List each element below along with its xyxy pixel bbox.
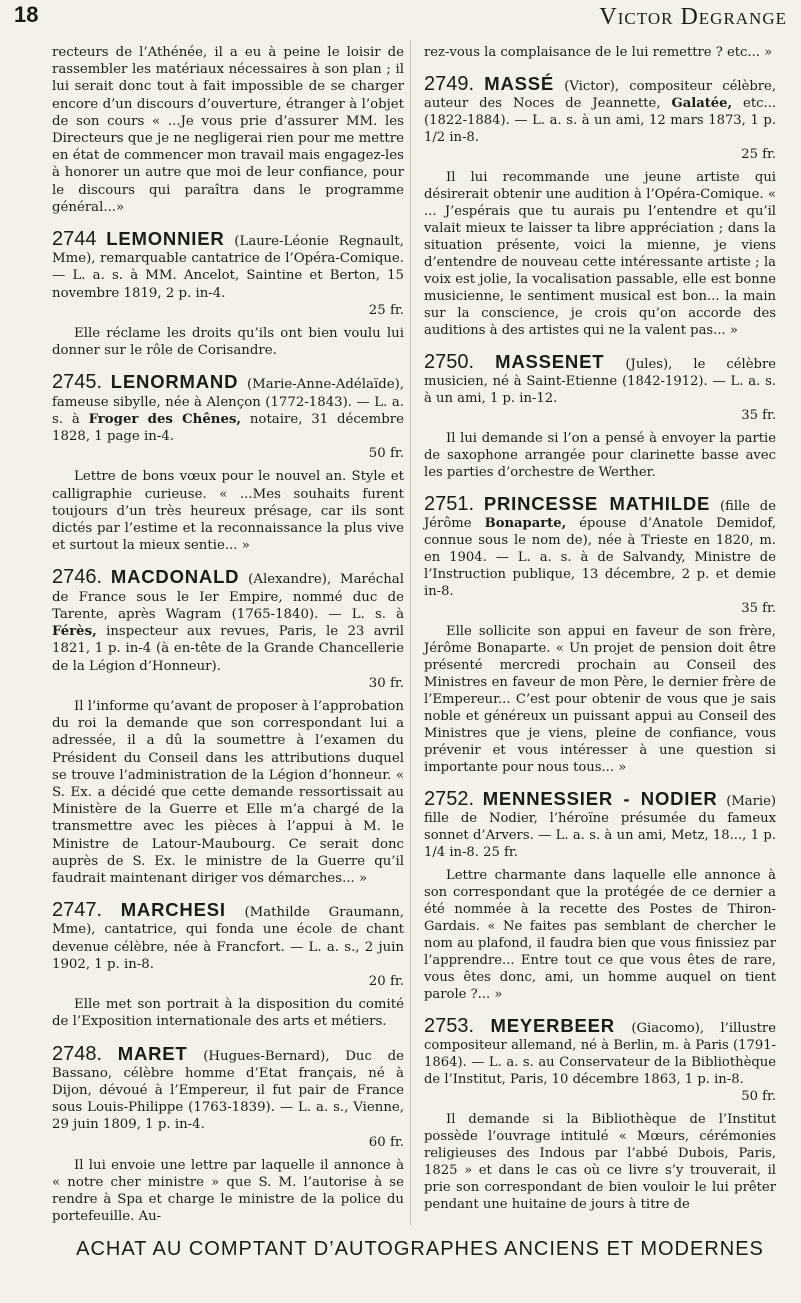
entry-number: 2753. xyxy=(424,1015,475,1037)
continuation-text: recteurs de l’Athénée, il a eu à peine le loisir de rassembler les matériaux nécessaires à son plan ; il lui serait donc tout à fait impossible de se charger encore d’un discours d’ouverture, étranger à l’objet de son cours « ...Je vous prie d’assurer MM. les Directeurs que je ne negligerai rien pour me mettre en état de commencer mon travail mais engagez-les à honorer un autre que moi de leur confiance, pour le discours qui paraîtra dans le programme général...» xyxy=(52,45,404,215)
entry-description: (Marie-Anne-Adélaïde), fameuse sibylle, née à Alençon (1772-1843). — L. a. s. à xyxy=(52,377,404,427)
entry-heading xyxy=(424,790,776,861)
entry-description-bold: Galatée, xyxy=(671,96,733,111)
right-column xyxy=(424,44,776,1213)
entry-name: MEYERBEER xyxy=(490,1015,615,1036)
catalogue-entry xyxy=(424,495,776,776)
entry-body xyxy=(424,430,776,481)
entry-paragraph: Elle sollicite son appui en faveur de son frère, Jérôme Bonaparte. « Un projet de pension doit être présenté mercredi prochain au Conseil des Ministres en faveur de mon Père, le dernier frère de l’Empereur... C’est pour obtenir de vous que je sais noble et généreux un puissant appui au Conseil des Ministres que je viens, pleine de confiance, vous prévenir et vous intéresser à une question si importante pour nous tous... » xyxy=(424,624,776,775)
entry-body xyxy=(52,1157,404,1226)
continuation-text: rez-vous la complaisance de le lui remettre ? etc... » xyxy=(424,45,773,60)
entry-paragraph: Il l’informe qu’avant de proposer à l’approbation du roi la demande que son correspondant lui a adressée, il a dû la soumettre à l’examen du Président du Conseil dans les attributions duquel se trouve l’administration de la Légion d’honneur. « S. Ex. a décidé que cette demande ressortissait au Ministère de la Guerre et Elle m’a chargé de la transmettre avec les pièces à l’appui à M. le Ministre de Latour-Maubourg. Ce serait donc auprès de S. Ex. le ministre de la Guerre qu’il faudrait maintenant diriger vos démarches... » xyxy=(52,698,404,886)
entry-description: (fille de Jérôme xyxy=(424,499,776,531)
catalogue-entry xyxy=(424,75,776,339)
entry-description-bold: Froger des Chênes, xyxy=(88,411,242,427)
entry-number: 2752. xyxy=(424,788,475,810)
catalogue-entry xyxy=(424,790,776,1003)
entry-paragraph: Lettre charmante dans laquelle elle annonce à son correspondant que la protégée de ce dernier a été nommée à la recette des Postes de Thiron-Gardais. « Ne faites pas semblant de chercher le nom au plafond, il faudra bien que vous finissiez par l’apprendre... Entre tout ce que vous êtes de rare, vous êtes donc, ami, un homme auquel on tient parole ?... » xyxy=(424,868,776,1002)
entry-description: etc... (1822-1884). — L. a. s. à un ami, 12 mars 1873, 1 p. 1/2 in-8. xyxy=(424,96,776,145)
entry-number: 2751. xyxy=(424,493,475,515)
left-column xyxy=(52,44,404,1226)
entry-body xyxy=(52,468,404,554)
catalogue-entry xyxy=(52,568,404,887)
entry-description: (Jules), le célèbre musicien, né à Saint-Etienne (1842-1912). — L. a. s. à un ami, 1 p. in-12. xyxy=(424,357,776,406)
entry-body xyxy=(424,623,776,776)
entry-number: 2746. xyxy=(52,566,103,589)
entry-description: (Victor), compositeur célèbre, auteur des Noces de Jeannette, xyxy=(424,79,776,111)
entry-price: 20 fr. xyxy=(368,973,404,989)
entry-paragraph: Il lui envoie une lettre par laquelle il annonce à « notre cher ministre » que S. M. l’autorise à se rendre à Spa et charge le ministre de la police du portefeuille. Au- xyxy=(52,1157,404,1225)
entry-price: 25 fr. xyxy=(368,302,404,318)
entry-heading xyxy=(424,495,776,600)
entry-description: épouse d’Anatole Demidof, connue sous le nom de), née à Trieste en 1820, m. en 1904. — L. a. s. à de Salvandy, Ministre de l’Instruction publique, 13 décembre, 2 p. et demie in-8. xyxy=(424,516,776,599)
entry-price: 35 fr. xyxy=(741,408,776,423)
entry-name: LENORMAND xyxy=(110,371,239,393)
running-head: Victor Degrange xyxy=(599,4,787,30)
entry-number: 2745. xyxy=(52,371,103,394)
catalogue-entry xyxy=(424,1017,776,1213)
entry-description: notaire, 31 décembre 1828, 1 page in-4. xyxy=(52,411,404,445)
entry-description: (Giacomo), l’illustre compositeur allemand, né à Berlin, m. à Paris (1791-1864). — L. a. s. au Conservateur de la Bibliothèque de l’Institut, Paris, 10 décembre 1863, 1 p. in-8. xyxy=(424,1021,776,1087)
entry-paragraph: Elle réclame les droits qu’ils ont bien voulu lui donner sur le rôle de Corisandre. xyxy=(52,326,404,359)
entry-name: MARCHESI xyxy=(120,899,226,921)
catalogue-entry xyxy=(52,1042,405,1226)
entry-price: 50 fr. xyxy=(741,1089,776,1104)
entry-price: 50 fr. xyxy=(368,446,404,462)
entry-description: (Laure-Léonie Regnault, Mme), remarquable cantatrice de l’Opéra-Comique. — L. a. s. à MM. Ancelot, Saintine et Berton, 15 novembre 1819, 2 p. in-4. xyxy=(52,234,404,301)
entry-price: 30 fr. xyxy=(368,675,404,691)
entry-name: MACDONALD xyxy=(110,566,240,588)
entry-paragraph: Il demande si la Bibliothèque de l’Institut possède l’ouvrage intitulé « Mœurs, cérémonies religieuses des Indous par l’abbé Dubois, Paris, 1825 » et dans le cas où ce livre s’y trouverait, il prie son correspondant de bien vouloir le lui prêter pendant une huitaine de jours à titre de xyxy=(424,1112,776,1212)
entry-paragraph: Il lui recommande une jeune artiste qui désirerait obtenir une audition à l’Opéra-Comique. « ... J’espérais que tu aurais pu l’entendre et qu’il valait mieux te laisser ta libre appréciation ; dans la situation présente, voici la mienne, je viens d’entendre de nouveau cette intéressante artiste ; la voix est jolie, la vocalisation passable, elle est bonne musicienne, le sentiment musical est bon... la main sur la conscience, je crois qu’on accorde des auditions à des artistes qui ne la valent pas... » xyxy=(424,170,776,338)
entry-number: 2747. xyxy=(52,899,103,922)
entry-price: 35 fr. xyxy=(741,601,776,616)
entry-heading xyxy=(52,1042,405,1134)
entry-price: 25 fr. xyxy=(741,147,776,162)
entry-name: MENNESSIER - NODIER xyxy=(482,788,718,809)
entry-heading xyxy=(424,353,776,407)
entry-name: MARET xyxy=(117,1042,188,1064)
entry-description: (Mathilde Graumann, Mme), cantatrice, qui fonda une école de chant devenue célèbre, née à Francfort. — L. a. s., 2 juin 1902, 1 p. in-8. xyxy=(52,905,404,972)
entry-description-bold: Bonaparte, xyxy=(484,516,567,531)
entry-name: MASSÉ xyxy=(484,73,555,94)
entry-body xyxy=(424,169,776,339)
entry-heading xyxy=(52,373,404,445)
entry-number: 2749. xyxy=(424,73,475,95)
entry-name: PRINCESSE MATHILDE xyxy=(483,493,711,514)
entry-body xyxy=(424,867,776,1003)
entry-paragraph: Il lui demande si l’on a pensé à envoyer la partie de saxophone arrangée pour clarinette basse avec les parties d’orchestre de Werther. xyxy=(424,431,776,480)
entry-body xyxy=(424,1111,776,1213)
catalogue-entry xyxy=(52,373,404,554)
footer-banner: ACHAT AU COMPTANT D’AUTOGRAPHES ANCIENS ET MODERNES xyxy=(76,1238,764,1260)
entry-description: (Marie) fille de Nodier, l’héroïne présumée du fameux sonnet d’Arvers. — L. a. s. à un ami, Metz, 18..., 1 p. 1/4 in-8. 25 fr. xyxy=(424,794,776,860)
catalogue-entry xyxy=(52,230,404,359)
entry-paragraph: Lettre de bons vœux pour le nouvel an. Style et calligraphie curieuse. « ...Mes souhaits furent toujours d’un très heureux présage, car ils sont dictés par l’estime et la reconnaissance la plus vive et surtout la mieux sentie... » xyxy=(52,469,404,554)
entry-description-bold: Férès, xyxy=(52,624,97,640)
entry-number: 2744 xyxy=(52,228,97,251)
catalogue-entry xyxy=(424,353,776,481)
entry-heading xyxy=(424,75,776,146)
entry-price: 60 fr. xyxy=(368,1134,404,1150)
entry-heading xyxy=(52,230,404,302)
entry-heading xyxy=(52,568,404,674)
entry-description: inspecteur aux revues, Paris, le 23 avril 1821, 1 p. in-4 (à en-tête de la Grande Chancellerie de la Légion d’Honneur). xyxy=(52,624,404,674)
entry-paragraph: Elle met son portrait à la disposition du comité de l’Exposition internationale des arts et métiers. xyxy=(52,997,404,1030)
entry-body xyxy=(52,325,404,359)
entry-number: 2748. xyxy=(52,1042,103,1065)
page-number: 18 xyxy=(14,2,39,27)
entry-number: 2750. xyxy=(424,351,475,373)
entry-body xyxy=(52,698,404,887)
entry-description: (Hugues-Bernard), Duc de Bassano, célèbre homme d’Etat français, né à Dijon, dévoué à l’Empereur, il fut pair de France sous Louis-Philippe (1763-1839). — L. a. s., Vienne, 29 juin 1809, 1 p. in-4. xyxy=(52,1048,405,1133)
entry-heading xyxy=(52,901,404,973)
column-divider xyxy=(410,40,411,1225)
entry-heading xyxy=(424,1017,776,1088)
entry-body xyxy=(52,996,404,1030)
entry-name: MASSENET xyxy=(495,351,605,372)
entry-description: (Alexandre), Maréchal de France sous le Ier Empire, nommé duc de Tarente, après Wagram (1765-1840). — L. s. à xyxy=(52,572,404,622)
catalogue-entry xyxy=(52,901,404,1030)
entry-name: LEMONNIER xyxy=(106,228,225,250)
